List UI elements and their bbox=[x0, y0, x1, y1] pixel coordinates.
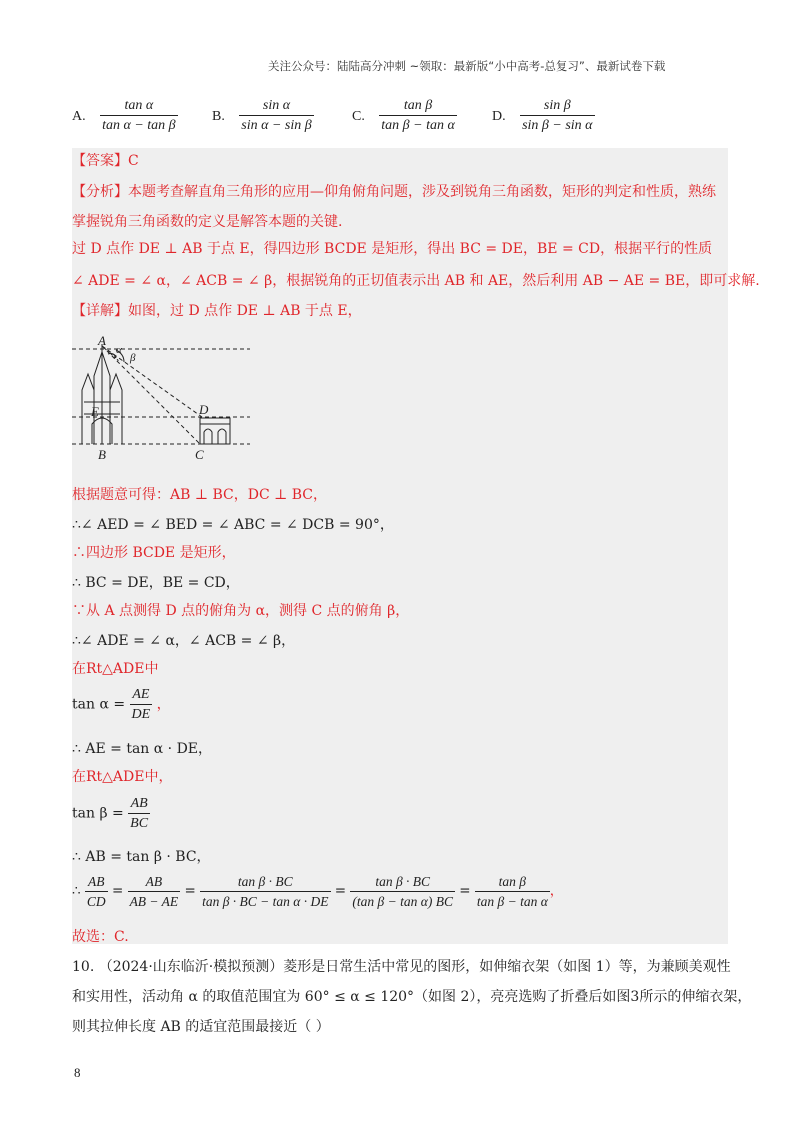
label-a: A bbox=[98, 333, 106, 348]
page-number: 8 bbox=[74, 1065, 81, 1080]
step-7: 在Rt△ADE中 bbox=[72, 661, 159, 677]
step-8: tan α = $\frac{AE}{DE}$ ， bbox=[72, 687, 171, 722]
label-alpha: α bbox=[116, 344, 122, 356]
step-4: ∴ BC = DE，BE = CD， bbox=[72, 575, 240, 591]
question-10-line-2: 和实用性，活动角 α 的取值范围宜为 60° ≤ α ≤ 120°（如图 2），亮亮选购了折叠后如图3所示的伸缩衣架， bbox=[72, 989, 752, 1005]
analysis-line-3: 过 D 点作 DE ⊥ AB 于点 E，得四边形 BCDE 是矩形，得出 BC = DE，BE = CD，根据平行的性质 bbox=[72, 241, 713, 257]
step-6: ∴∠ ADE = ∠ α，∠ ACB = ∠ β， bbox=[72, 633, 296, 649]
page-header: 关注公众号：陆陆高分冲刺 ~领取：最新版“小中高考-总复习”、最新试卷下载 bbox=[268, 59, 666, 73]
option-b-fraction: $\frac{\text{sin α}}{\text{sin α − sin β}}$ bbox=[241, 98, 312, 133]
step-2: ∴∠ AED = ∠ BED = ∠ ABC = ∠ DCB = 90°， bbox=[72, 517, 394, 533]
step-13-equation: ∴ $\frac{AB}{CD}$ = $\frac{AB}{AB - AE}$ = $\frac{\text{tan β · BC}}{\text{tan β · BC − tan α · DE}}$ = $\frac{\text{tan β · BC}}{\text{(tan β − tan α) BC}}$ = $\frac{\text{tan β}}{\text{tan β − tan α}}$ ， bbox=[72, 874, 564, 909]
step-5: ∵从 A 点测得 D 点的俯角为 α，测得 C 点的俯角 β， bbox=[72, 603, 410, 619]
segment-ac bbox=[102, 346, 200, 444]
label-d: D bbox=[199, 402, 209, 417]
label-c: C bbox=[195, 447, 204, 462]
detail-intro: 【详解】如图，过 D 点作 DE ⊥ AB 于点 E， bbox=[72, 303, 362, 319]
label-beta: β bbox=[130, 352, 136, 364]
option-c[interactable]: C. $\frac{\text{tan β}}{\text{tan β − tan α}}$ bbox=[352, 98, 455, 133]
label-e: E bbox=[91, 404, 99, 419]
label-b: B bbox=[98, 447, 106, 462]
analysis-line-4: ∠ ADE = ∠ α，∠ ACB = ∠ β，根据锐角的正切值表示出 AB 和 AE，然后利用 AB − AE = BE，即可求解. bbox=[72, 273, 760, 289]
option-a[interactable]: A. $\frac{\text{tan α}}{\text{tan α − tan β}}$ bbox=[72, 98, 176, 133]
analysis-line-2: 掌握锐角三角函数的定义是解答本题的关键. bbox=[72, 214, 343, 230]
geometry-figure bbox=[72, 332, 252, 464]
segment-ad bbox=[102, 346, 202, 417]
option-c-fraction: $\frac{\text{tan β}}{\text{tan β − tan α}}$ bbox=[381, 98, 455, 133]
step-1: 根据题意可得：AB ⊥ BC，DC ⊥ BC， bbox=[72, 487, 327, 503]
question-10-line-3: 则其拉伸长度 AB 的适宜范围最接近（ ） bbox=[72, 1019, 330, 1035]
choose-line: 故选：C. bbox=[72, 929, 129, 945]
step-10: 在Rt△ADE中， bbox=[72, 769, 173, 785]
step-3: ∴四边形 BCDE 是矩形， bbox=[72, 545, 236, 561]
option-d-fraction: $\frac{\text{sin β}}{\text{sin β − sin α}}$ bbox=[522, 98, 593, 133]
step-11: tan β = $\frac{AB}{BC}$ bbox=[72, 796, 149, 831]
option-d[interactable]: D. $\frac{\text{sin β}}{\text{sin β − sin α}}$ bbox=[492, 98, 593, 133]
analysis-line-1: 【分析】本题考查解直角三角形的应用—仰角俯角问题，涉及到锐角三角函数，矩形的判定和性质，熟练 bbox=[72, 184, 716, 200]
step-9: ∴ AE = tan α · DE， bbox=[72, 741, 213, 757]
option-a-fraction: $\frac{\text{tan α}}{\text{tan α − tan β}}$ bbox=[102, 98, 176, 133]
step-12: ∴ AB = tan β · BC， bbox=[72, 849, 211, 865]
option-b[interactable]: B. $\frac{\text{sin α}}{\text{sin α − sin β}}$ bbox=[212, 98, 312, 133]
answer-label: 【答案】C bbox=[72, 153, 139, 169]
question-10-line-1: 10. （2024·山东临沂·模拟预测）菱形是日常生活中常见的图形，如伸缩衣架（如图 1）等，为兼顾美观性 bbox=[72, 959, 731, 975]
